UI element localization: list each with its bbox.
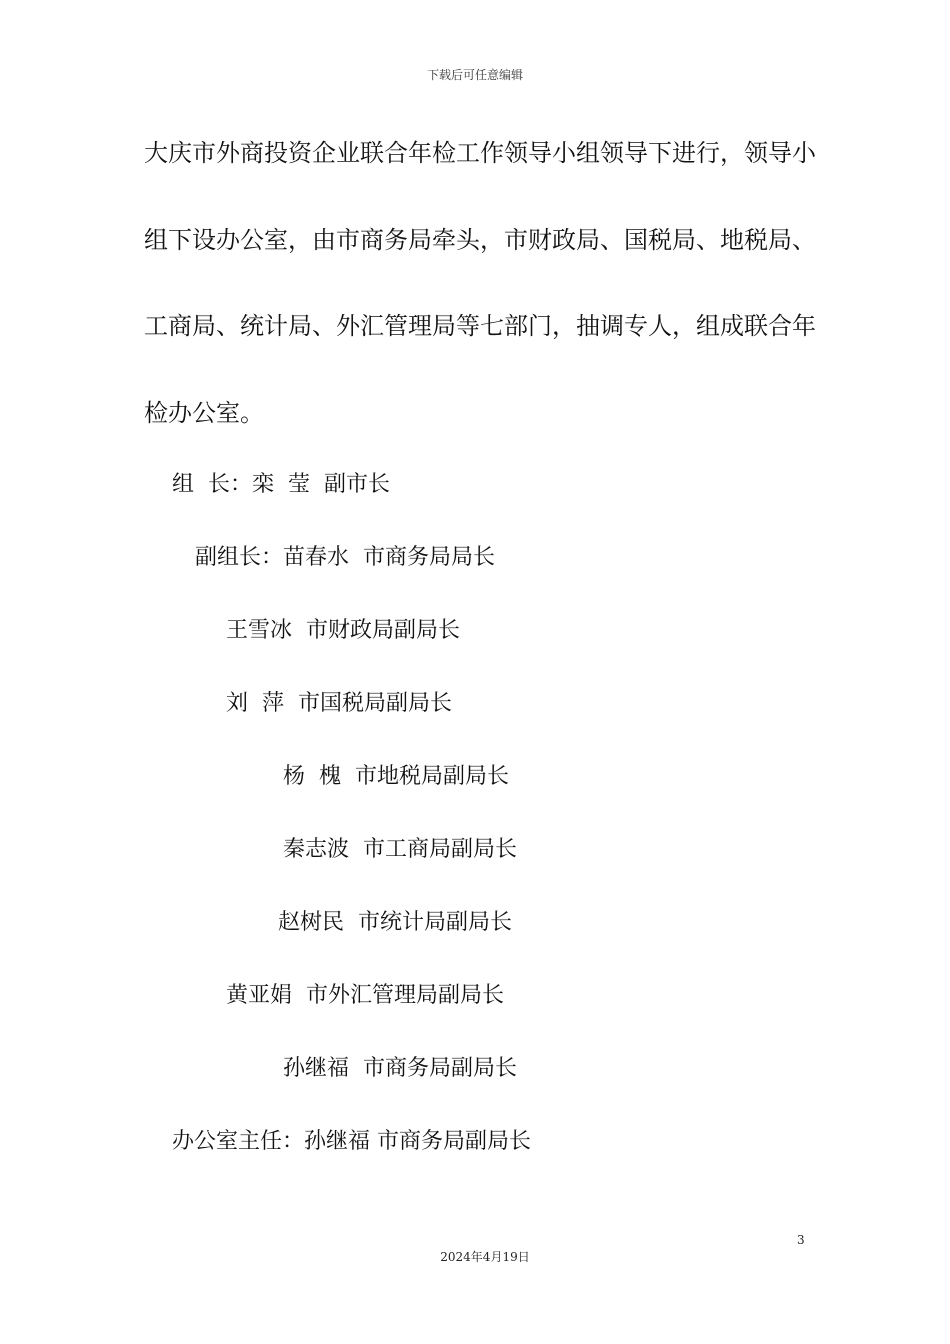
- member-title: 市商务局副局长: [363, 1056, 518, 1081]
- member-row: [172, 470, 390, 500]
- member-name: 杨 槐: [283, 764, 341, 789]
- member-title: 市工商局副局长: [363, 837, 518, 862]
- member-row: [283, 762, 509, 792]
- member-row: [172, 1127, 531, 1157]
- paragraph-line: 工商局、统计局、外汇管理局等七部门，抽调专人，组成联合年: [144, 312, 816, 340]
- member-row: [283, 1054, 517, 1084]
- member-row: [283, 835, 517, 865]
- member-title: 市地税局副局长: [355, 764, 510, 789]
- member-title: 市财政局副局长: [306, 618, 461, 643]
- member-name: 苗春水: [283, 545, 350, 570]
- member-role: 办公室主任：: [172, 1129, 305, 1154]
- paragraph-line: 大庆市外商投资企业联合年检工作领导小组领导下进行，领导小: [144, 139, 816, 167]
- member-title: 市外汇管理局副局长: [306, 983, 505, 1008]
- member-title: 市国税局副局长: [298, 691, 453, 716]
- member-row: [226, 981, 504, 1011]
- member-row: [278, 908, 512, 938]
- member-title: 市商务局副局长: [377, 1129, 532, 1154]
- member-name: 刘 萍: [226, 691, 284, 716]
- member-name: 孙继福: [304, 1129, 371, 1154]
- footer-date: 2024年4月19日: [440, 1250, 530, 1264]
- page-number: 3: [797, 1233, 805, 1247]
- paragraph-line: 组下设办公室，由市商务局牵头，市财政局、国税局、地税局、: [144, 226, 816, 254]
- member-title: 副市长: [324, 472, 391, 497]
- member-title: 市商务局局长: [363, 545, 496, 570]
- member-name: 秦志波: [283, 837, 350, 862]
- member-name: 孙继福: [283, 1056, 350, 1081]
- member-title: 市统计局副局长: [358, 910, 513, 935]
- member-name: 赵树民: [278, 910, 345, 935]
- paragraph-line: 检办公室。: [144, 399, 264, 427]
- member-name: 栾 莹: [252, 472, 310, 497]
- member-row: [226, 689, 452, 719]
- member-role: 副组长：: [195, 545, 284, 570]
- page-header: 下载后可任意编辑: [426, 68, 523, 82]
- member-name: 黄亚娟: [226, 983, 293, 1008]
- member-row: [195, 543, 495, 573]
- member-row: [226, 616, 460, 646]
- member-name: 王雪冰: [226, 618, 293, 643]
- member-role: 组 长：: [172, 472, 252, 497]
